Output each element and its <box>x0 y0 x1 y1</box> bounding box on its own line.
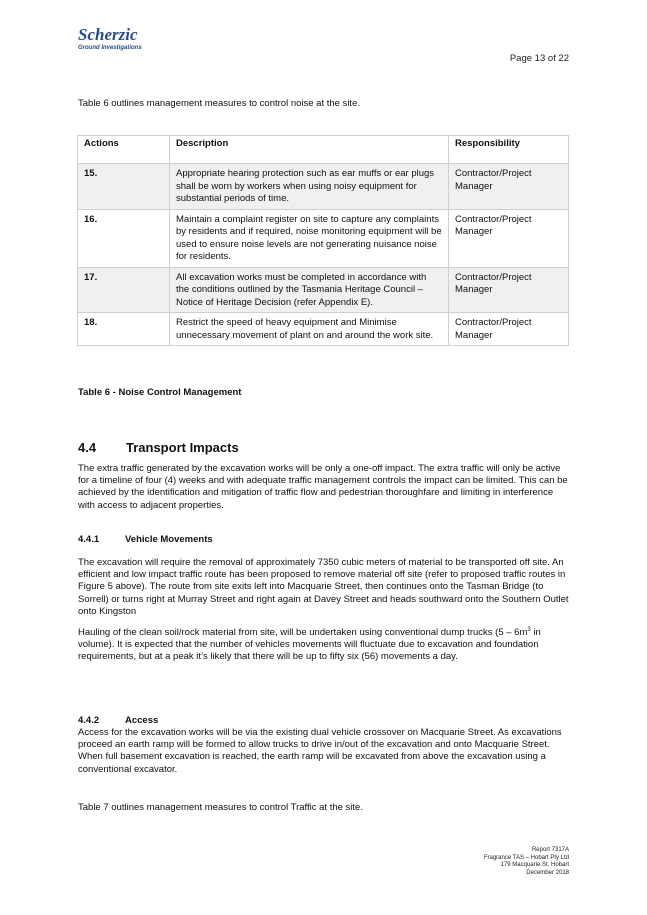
section-heading-4-4 <box>78 440 239 455</box>
section-title: Vehicle Movements <box>125 534 213 545</box>
responsibility-cell: Contractor/Project Manager <box>449 209 569 267</box>
paragraph-text: Hauling of the clean soil/rock material from site, will be undertaken using conventional dump trucks (5 – 6m <box>78 627 528 638</box>
section-title: Transport Impacts <box>126 440 239 455</box>
logo-subtitle: Ground Investigations <box>78 45 142 51</box>
company-logo <box>78 26 142 51</box>
description-cell: Maintain a complaint register on site to capture any complaints by residents and if required, noise monitoring equipment will be used to ensure noise levels are not generating nuisance noise for residents. <box>170 209 449 267</box>
transport-paragraph: The extra traffic generated by the excavation works will be only a one-off impact. The extra traffic will only be active for a timeline of four (4) weeks and with adequate traffic management controls the impact can be limited. This can be achieved by the identification and mitigation of traffic flow and pedestrian thoroughfare and limiting in interference with access to adjacent properties. <box>78 463 568 511</box>
table-row <box>78 267 569 313</box>
noise-control-table <box>77 135 569 346</box>
description-cell: Appropriate hearing protection such as ear muffs or ear plugs shall be worn by workers when using noisy equipment for substantial periods of time. <box>170 164 449 210</box>
section-number: 4.4.2 <box>78 715 100 726</box>
superscript: 3 <box>527 626 531 633</box>
description-cell: All excavation works must be completed in accordance with the conditions outlined by the Tasmania Heritage Council – Notice of Heritage Decision (refer Appendix E). <box>170 267 449 313</box>
header-responsibility: Responsibility <box>449 136 569 164</box>
table-row <box>78 313 569 346</box>
vehicle-movements-paragraph-2 <box>78 627 570 664</box>
intro-text: Table 6 outlines management measures to control noise at the site. <box>78 98 360 109</box>
action-cell: 15. <box>78 164 170 210</box>
closing-text: Table 7 outlines management measures to control Traffic at the site. <box>78 802 363 813</box>
table-row <box>78 164 569 210</box>
header-description: Description <box>170 136 449 164</box>
section-number: 4.4.1 <box>78 534 100 545</box>
table-header-row <box>78 136 569 164</box>
action-cell: 16. <box>78 209 170 267</box>
section-title: Access <box>125 715 159 726</box>
table-row <box>78 209 569 267</box>
footer-company: Fragrance TAS – Hobart Pty Ltd <box>483 854 569 861</box>
footer-report: Report 7317A <box>531 847 569 853</box>
page-footer <box>484 847 569 877</box>
action-cell: 17. <box>78 267 170 313</box>
section-heading-4-4-2 <box>78 715 158 726</box>
vehicle-movements-paragraph-1: The excavation will require the removal of approximately 7350 cubic meters of material to be transported off site. An efficient and low impact traffic route has been proposed to remove material off site (refer to proposed traffic routes in Figure 5 above). The route from site exits left into Macquarie Street, then continues onto the Tasman Bridge (to Sorrell) or turns right at Murray Street and right again at Davey Street and heads southward onto the Southern Outlet onto Kingston <box>78 557 569 617</box>
section-heading-4-4-1 <box>78 534 213 545</box>
access-paragraph: Access for the excavation works will be via the existing dual vehicle crossover on Macquarie Street. As excavations proceed an earth ramp will be formed to allow trucks to drive in/out of the excavation and onto Macquarie Street. When full basement excavation is reached, the earth ramp will be excavated from above the excavation using a conventional excavator. <box>78 727 562 775</box>
responsibility-cell: Contractor/Project Manager <box>449 313 569 346</box>
header-actions: Actions <box>78 136 170 164</box>
responsibility-cell: Contractor/Project Manager <box>449 267 569 313</box>
responsibility-cell: Contractor/Project Manager <box>449 164 569 210</box>
section-number: 4.4 <box>78 440 97 455</box>
footer-address: 179 Macquarie St, Hobart <box>500 862 569 869</box>
description-cell: Restrict the speed of heavy equipment and Minimise unnecessary movement of plant on and around the work site. <box>170 313 449 346</box>
footer-date: December 2018 <box>526 869 569 876</box>
page-number: Page 13 of 22 <box>509 53 569 64</box>
action-cell: 18. <box>78 313 170 346</box>
paragraph-text: in volume). It is expected that the number of vehicles movements will fluctuate due to excavation and foundation requirements, but at a peak it’s likely that there will be up to fifty six (56) movements a day. <box>78 627 541 663</box>
table-caption: Table 6 - Noise Control Management <box>78 387 242 398</box>
logo-name: Scherzic <box>78 25 138 44</box>
